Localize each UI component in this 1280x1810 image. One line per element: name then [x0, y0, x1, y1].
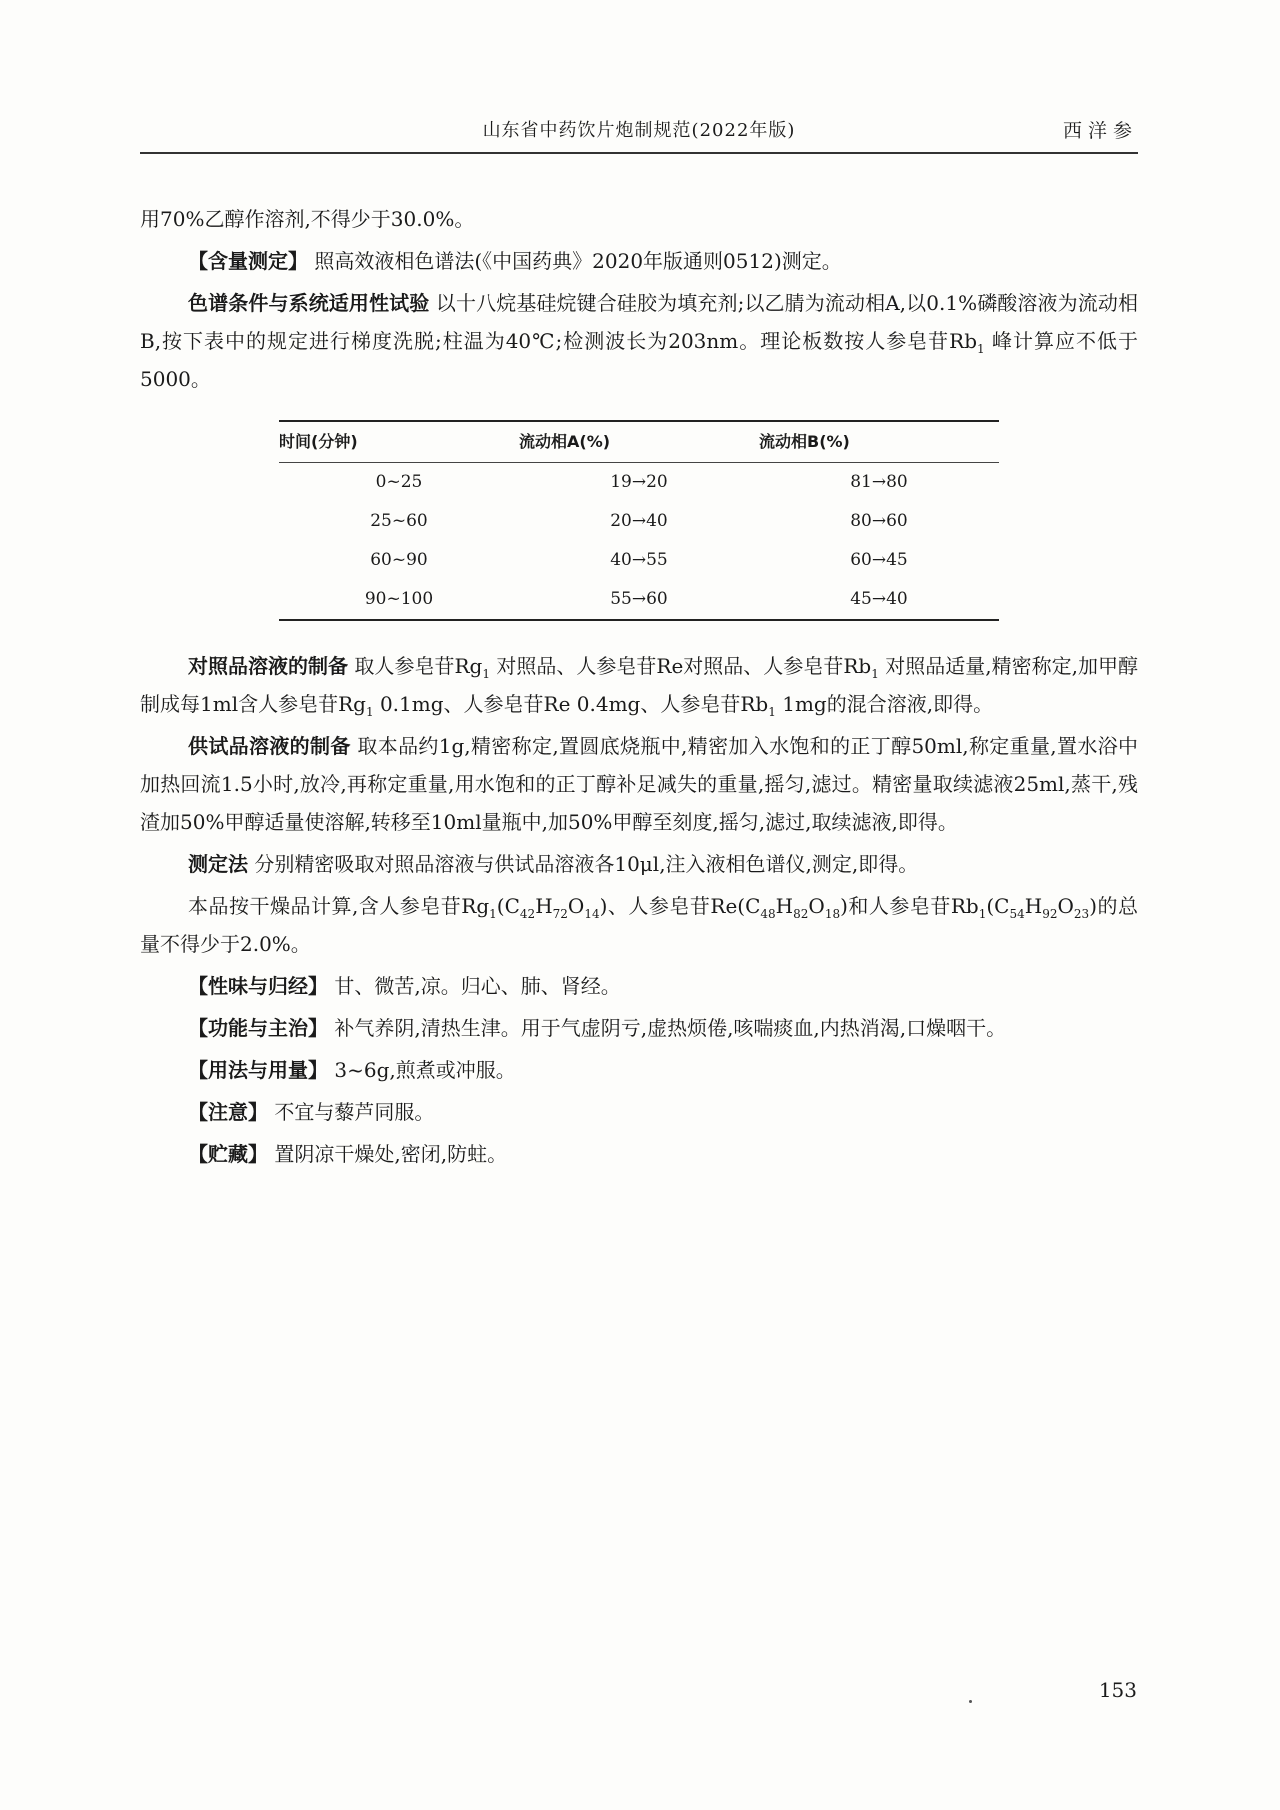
- subscript: 1: [978, 907, 987, 921]
- table-cell: 60~90: [370, 550, 428, 570]
- paragraph-usage-dosage: [140, 1051, 1138, 1089]
- running-header: [140, 112, 1138, 154]
- text: )、人参皂苷Re(C: [599, 894, 761, 918]
- text: 取本品约1g,精密称定,置圆底烧瓶中,精密加入水饱和的正丁醇50ml,称定重量,置水浴中加热回流1.5小时,放冷,再称定重量,用水饱和的正丁醇补足减失的重量,摇匀,滤过。精密量取续滤液25ml,蒸干,残渣加50%甲醇适量使溶解,转移至10ml量瓶中,加50%甲醇至刻度,摇匀,滤过,取续滤液,即得。: [140, 734, 1139, 834]
- table-cell: 55→60: [610, 589, 668, 609]
- paragraph-extract-note: [140, 200, 1138, 238]
- text: 0.1mg、人参皂苷Re 0.4mg、人参皂苷Rb: [373, 692, 769, 716]
- gradient-table: [279, 420, 999, 621]
- table-cell: 60→45: [850, 550, 908, 570]
- heading-nature-meridian: 【性味与归经】: [188, 974, 328, 998]
- paragraph-function-indication: [140, 1009, 1138, 1047]
- book-title: 山东省中药饮片炮制规范(2022年版): [482, 120, 796, 141]
- subscript: 42: [519, 907, 536, 921]
- subscript: 1: [871, 667, 879, 681]
- subscript: 1: [768, 705, 776, 719]
- text: 3~6g,煎煮或冲服。: [328, 1058, 516, 1082]
- table-cell: 20→40: [610, 511, 668, 531]
- paragraph-storage: [140, 1135, 1138, 1173]
- page-body: [140, 200, 1138, 1177]
- paragraph-assay: [140, 242, 1138, 280]
- table-header-row: [279, 421, 999, 463]
- heading-storage: 【贮藏】: [188, 1142, 268, 1166]
- text: O: [808, 894, 825, 918]
- text: 1mg的混合溶液,即得。: [775, 692, 994, 716]
- text: 分别精密吸取对照品溶液与供试品溶液各10μl,注入液相色谱仪,测定,即得。: [248, 852, 919, 876]
- table-row: [279, 463, 999, 503]
- subscript: 18: [824, 907, 841, 921]
- table-row: [279, 502, 999, 541]
- table-cell: 90~100: [364, 589, 434, 609]
- col-header-phase-a: 流动相A(%): [519, 432, 611, 451]
- text: H: [1024, 894, 1043, 918]
- table-cell: 19→20: [610, 472, 668, 492]
- text: 对照品、人参皂苷Re对照品、人参皂苷Rb: [489, 654, 872, 678]
- section-title: 西洋参: [1062, 120, 1138, 142]
- table-cell: 80→60: [850, 511, 908, 531]
- paragraph-test-solution: [140, 727, 1138, 841]
- subscript: 54: [1009, 907, 1025, 921]
- page-number: 153: [1098, 1678, 1137, 1702]
- text: 照高效液相色谱法(《中国药典》2020年版通则0512)测定。: [308, 249, 842, 273]
- subscript: 14: [584, 907, 600, 921]
- text: 甘、微苦,凉。归心、肺、肾经。: [328, 974, 621, 998]
- text: )的总量不得少于2.0%。: [140, 894, 1138, 956]
- subscript: 1: [365, 705, 374, 719]
- subscript: 82: [793, 907, 809, 921]
- table-cell: 40→55: [610, 550, 668, 570]
- table-cell: 0~25: [375, 472, 423, 492]
- scan-speck: [969, 1700, 972, 1703]
- text: 置阴凉干燥处,密闭,防蛀。: [268, 1142, 508, 1166]
- heading-assay: 【含量测定】: [188, 249, 308, 273]
- heading-test-solution: 供试品溶液的制备: [188, 734, 351, 758]
- text: H: [535, 894, 553, 918]
- subscript: 92: [1042, 907, 1058, 921]
- table-row: [279, 541, 999, 580]
- paragraph-content-limit: [140, 887, 1138, 963]
- text: 用70%乙醇作溶剂,不得少于30.0%。: [140, 207, 475, 231]
- subscript: 72: [552, 907, 568, 921]
- text: 对照品适量,精密称定,加甲醇制成每1ml含人参皂苷Rg: [140, 654, 1139, 716]
- text: )和人参皂苷Rb: [840, 894, 979, 918]
- heading-reference-solution: 对照品溶液的制备: [188, 654, 349, 678]
- col-header-time: 时间(分钟): [279, 432, 358, 451]
- paragraph-chromatography: [140, 284, 1138, 398]
- paragraph-reference-solution: [140, 647, 1138, 723]
- paragraph-procedure: [140, 845, 1138, 883]
- text: 本品按干燥品计算,含人参皂苷Rg: [188, 894, 490, 918]
- subscript: 23: [1073, 907, 1090, 921]
- text: (C: [986, 894, 1010, 918]
- text: (C: [496, 894, 520, 918]
- heading-precaution: 【注意】: [188, 1100, 268, 1124]
- heading-usage-dosage: 【用法与用量】: [188, 1058, 328, 1082]
- text: 以十八烷基硅烷键合硅胶为填充剂;以乙腈为流动相A,以0.1%磷酸溶液为流动相B,按下表中的规定进行梯度洗脱;柱温为40℃;检测波长为203nm。理论板数按人参皂苷Rb: [140, 291, 1139, 353]
- table-row: [279, 580, 999, 620]
- subscript: 1: [482, 667, 490, 681]
- table-cell: 81→80: [850, 472, 908, 492]
- text: H: [775, 894, 794, 918]
- text: 峰计算应不低于5000。: [140, 329, 1139, 391]
- text: 补气养阴,清热生津。用于气虚阴亏,虚热烦倦,咳喘痰血,内热消渴,口燥咽干。: [328, 1016, 1007, 1040]
- text: O: [1057, 894, 1074, 918]
- table-cell: 45→40: [850, 589, 908, 609]
- col-header-phase-b: 流动相B(%): [759, 432, 850, 451]
- subscript: 48: [760, 907, 776, 921]
- text: O: [567, 894, 585, 918]
- heading-chromatography: 色谱条件与系统适用性试验: [188, 291, 430, 315]
- paragraph-precaution: [140, 1093, 1138, 1131]
- subscript: 1: [977, 342, 985, 356]
- heading-function-indication: 【功能与主治】: [188, 1016, 328, 1040]
- text: 取人参皂苷Rg: [348, 654, 483, 678]
- subscript: 1: [489, 907, 497, 921]
- heading-procedure: 测定法: [188, 852, 248, 876]
- text: 不宜与藜芦同服。: [268, 1100, 435, 1124]
- table-cell: 25~60: [370, 511, 428, 531]
- paragraph-nature-meridian: [140, 967, 1138, 1005]
